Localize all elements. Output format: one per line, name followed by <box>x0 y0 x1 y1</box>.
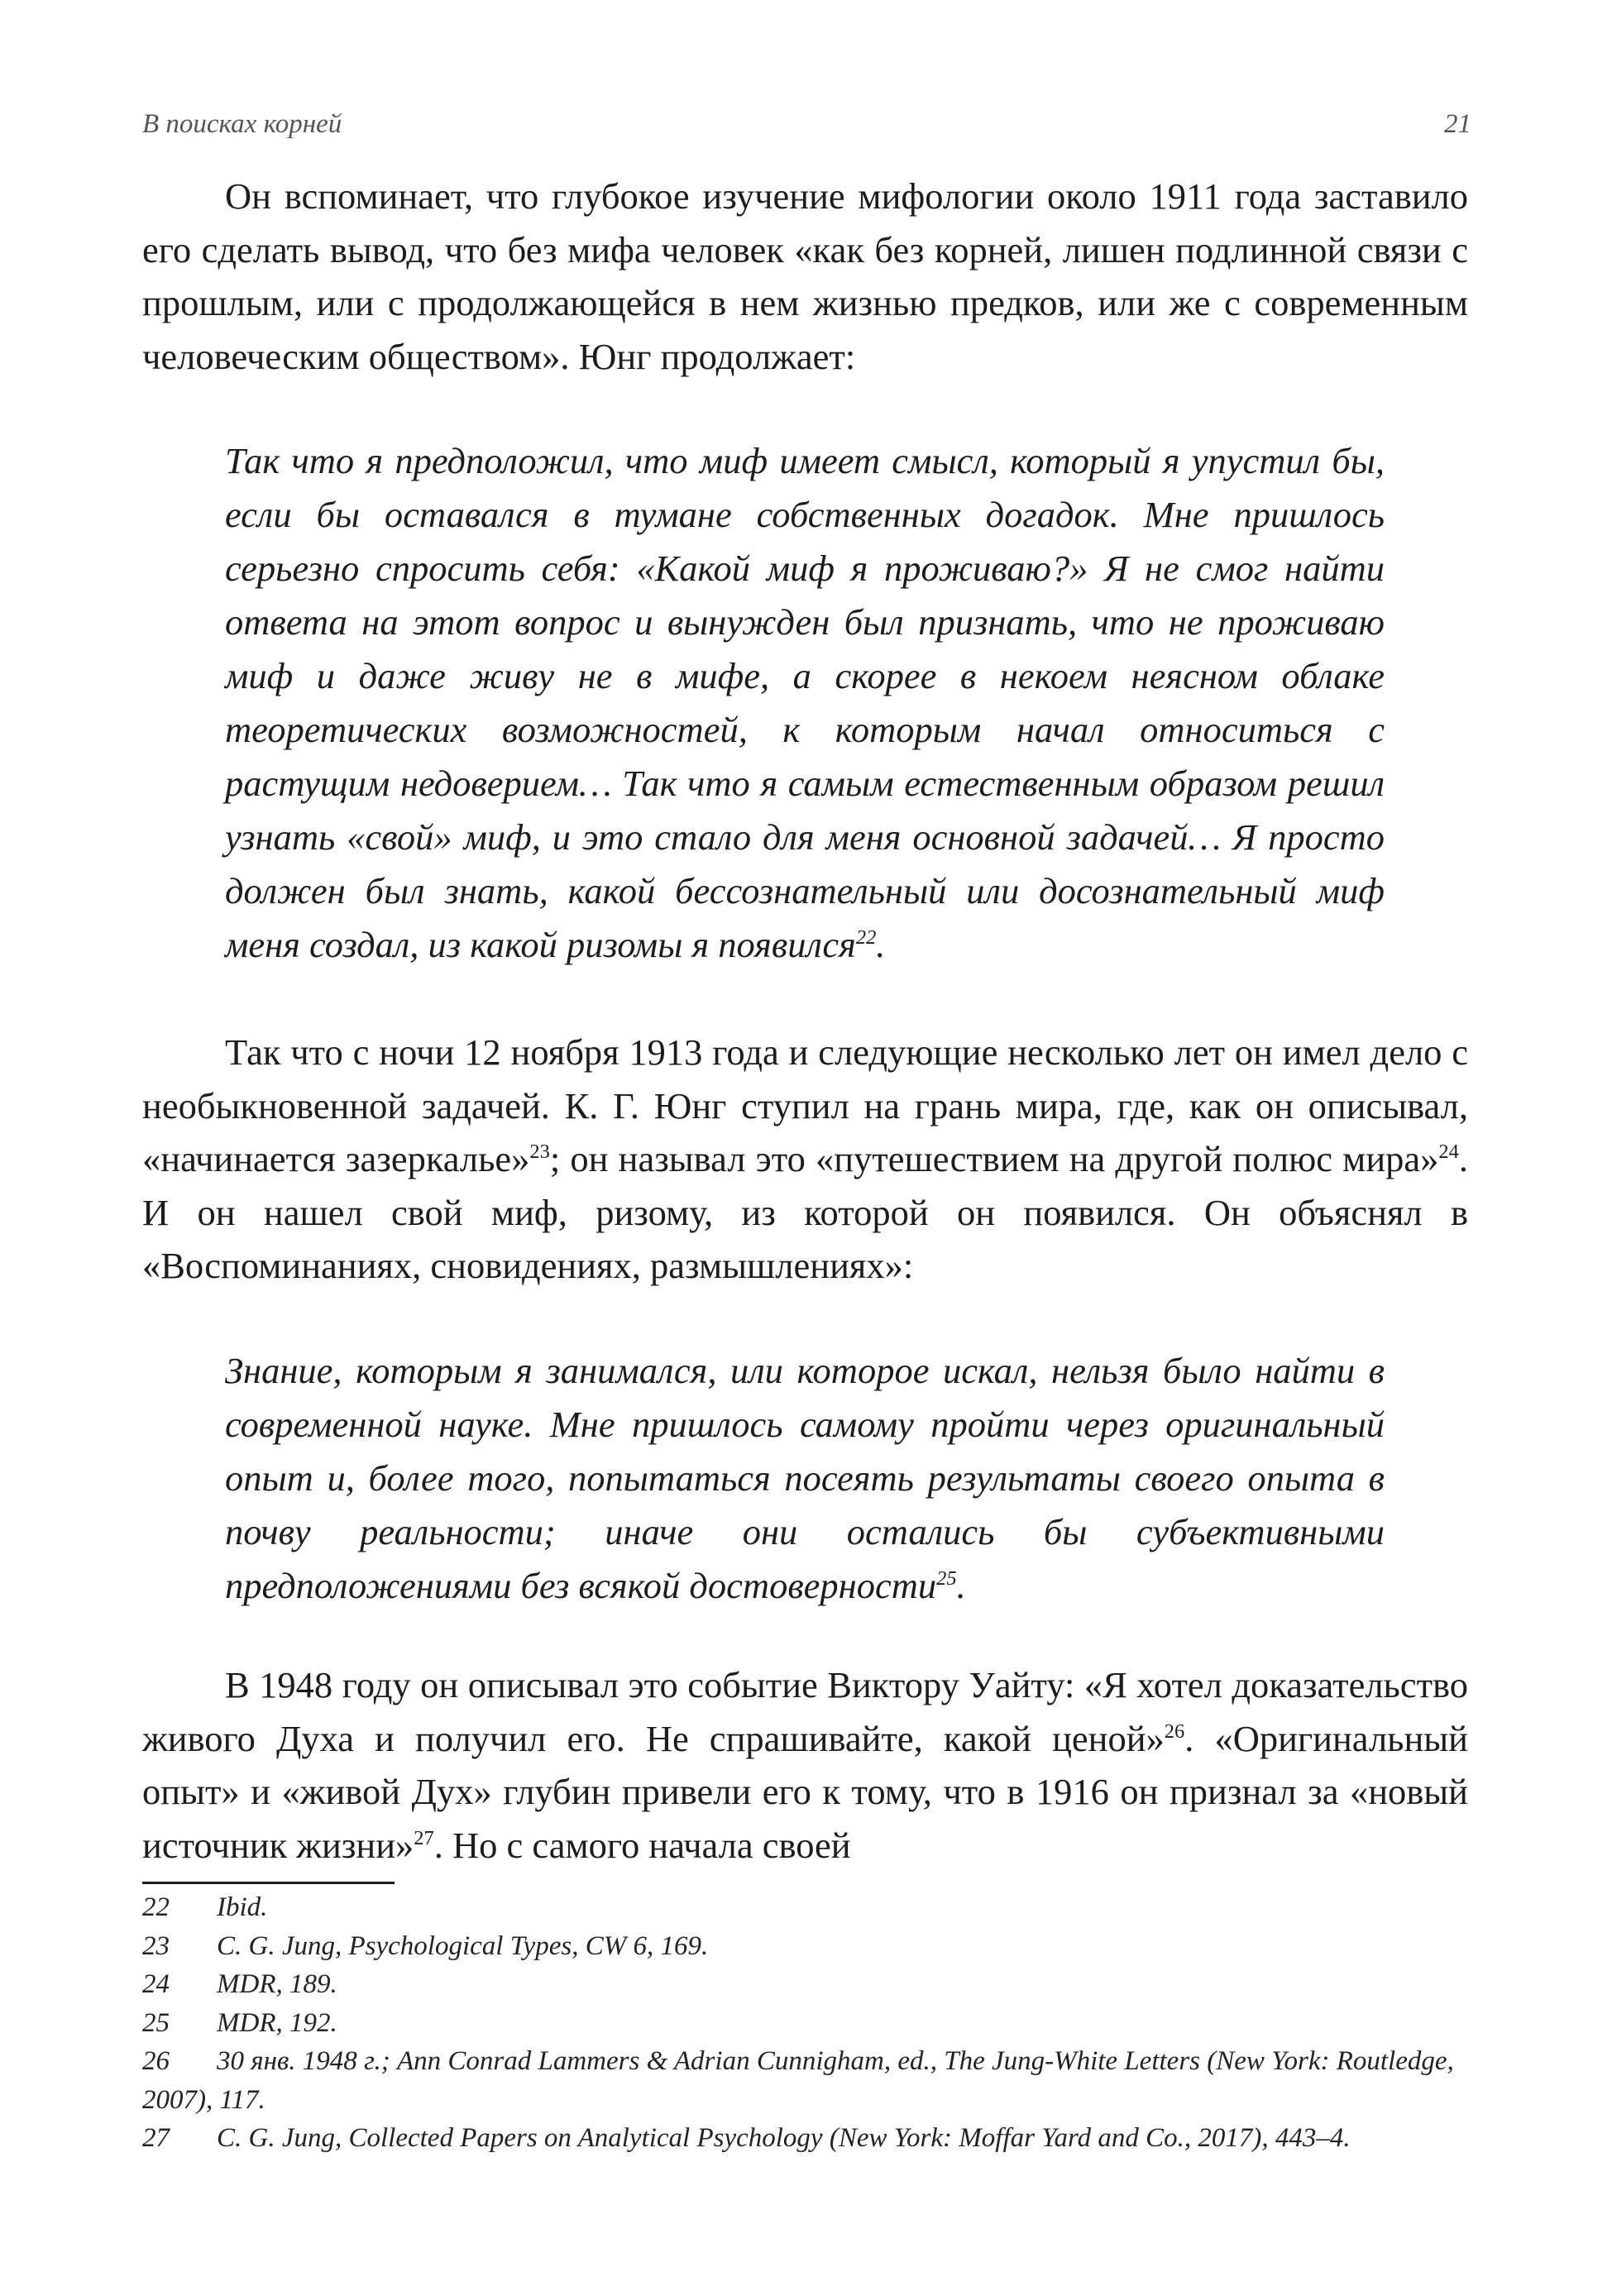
footnote-item <box>142 1927 1468 1966</box>
paragraph-1 <box>142 170 1468 383</box>
block-quote-2 <box>225 1344 1385 1613</box>
footnote-number: 26 <box>142 2046 170 2076</box>
paragraph-3 <box>142 1658 1468 1872</box>
footnote-divider <box>142 1882 395 1884</box>
footnote-item <box>142 2004 1468 2043</box>
footnote-ref-22[interactable]: 22 <box>855 926 877 949</box>
footnote-ref-27[interactable]: 27 <box>414 1826 434 1849</box>
paragraph-text: Он вспоминает, что глубокое изучение мифологии около 1911 года заставило его сделать вывод, что без мифа человек «как без корней, лишен подлинной связи с прошлым, или с продолжающейся в нем жизнью предков, или же с современным человеческим обществом». Юнг продолжает: <box>142 175 1468 377</box>
footnote-ref-23[interactable]: 23 <box>529 1141 550 1164</box>
footnotes <box>142 1888 1468 2158</box>
footnote-item <box>142 1888 1468 1927</box>
paragraph-text: . «Оригинальный опыт» и «живой Дух» глубин привели его к тому, что в 1916 он признал за «новый источник жизни» <box>142 1717 1468 1866</box>
footnote-number: 24 <box>142 1969 170 1999</box>
block-quote-1 <box>225 434 1385 972</box>
quote-end: . <box>956 1565 966 1606</box>
footnote-ref-26[interactable]: 26 <box>1164 1720 1185 1743</box>
footnote-ref-24[interactable]: 24 <box>1438 1141 1459 1164</box>
footnote-item <box>142 2042 1468 2119</box>
footnote-text: MDR, 189. <box>217 1969 337 1999</box>
quote-text: Знание, которым я занимался, или которое искал, нельзя было найти в современной науке. Мне пришлось самому пройти через оригинальный опыт и, более того, попытаться посеять результаты своего опыта в почву реальности; иначе они остались бы субъективными предположениями без всякой достоверности <box>225 1350 1385 1606</box>
paragraph-text: ; он называл это «путешествием на другой полюс мира» <box>549 1138 1439 1179</box>
page-number: 21 <box>1444 109 1471 139</box>
footnote-ref-25[interactable]: 25 <box>936 1567 957 1590</box>
quote-text: Так что я предположил, что миф имеет смысл, который я упустил бы, если бы оставался в тумане собственных догадок. Мне пришлось серьезно спросить себя: «Какой миф я проживаю?» Я не смог найти ответа на этот вопрос и вынужден был признать, что не проживаю миф и даже живу не в мифе, а скорее в некоем неясном облаке теоретических возможностей, к которым начал относиться с растущим недоверием… Так что я самым естественным образом решил узнать «свой» миф, и это стало для меня основной задачей… Я просто должен был знать, какой бессознательный или досознательный миф меня создал, из какой ризомы я появился <box>225 440 1385 965</box>
paragraph-text: В 1948 году он описывал это событие Виктору Уайту: «Я хотел доказательство живого Духа и получил его. Не спрашивайте, какой ценой» <box>142 1664 1468 1759</box>
footnote-number: 22 <box>142 1892 170 1922</box>
paragraph-2 <box>142 1026 1468 1293</box>
footnote-number: 23 <box>142 1930 170 1961</box>
footnote-number: 27 <box>142 2123 170 2153</box>
quote-end: . <box>876 924 886 965</box>
footnote-text: C. G. Jung, Collected Papers on Analytical Psychology (New York: Moffar Yard and Co., 2017), 443–4. <box>217 2123 1351 2153</box>
footnote-item <box>142 2119 1468 2158</box>
footnote-item <box>142 1965 1468 2004</box>
footnote-text: Ibid. <box>217 1892 268 1922</box>
footnote-text: MDR, 192. <box>217 2007 337 2038</box>
paragraph-text: Так что с ночи 12 ноября 1913 года и следующие несколько лет он имел дело с необыкновенной задачей. К. Г. Юнг ступил на грань мира, где, как он описывал, «начинается зазеркалье» <box>142 1031 1468 1179</box>
footnote-text: C. G. Jung, Psychological Types, CW 6, 169. <box>217 1930 709 1961</box>
paragraph-text: . Но с самого начала своей <box>433 1824 851 1866</box>
running-title: В поисках корней <box>142 109 342 139</box>
paragraph-text: . И он нашел свой миф, ризому, из которой он появился. Он объяснял в «Воспоминаниях, сновидениях, размышлениях»: <box>142 1138 1468 1286</box>
footnote-number: 25 <box>142 2007 170 2038</box>
footnote-text: 30 янв. 1948 г.; Ann Conrad Lammers & Adrian Cunnigham, ed., The Jung-White Letters (New York: Routledge, 2007), 117. <box>142 2046 1454 2115</box>
